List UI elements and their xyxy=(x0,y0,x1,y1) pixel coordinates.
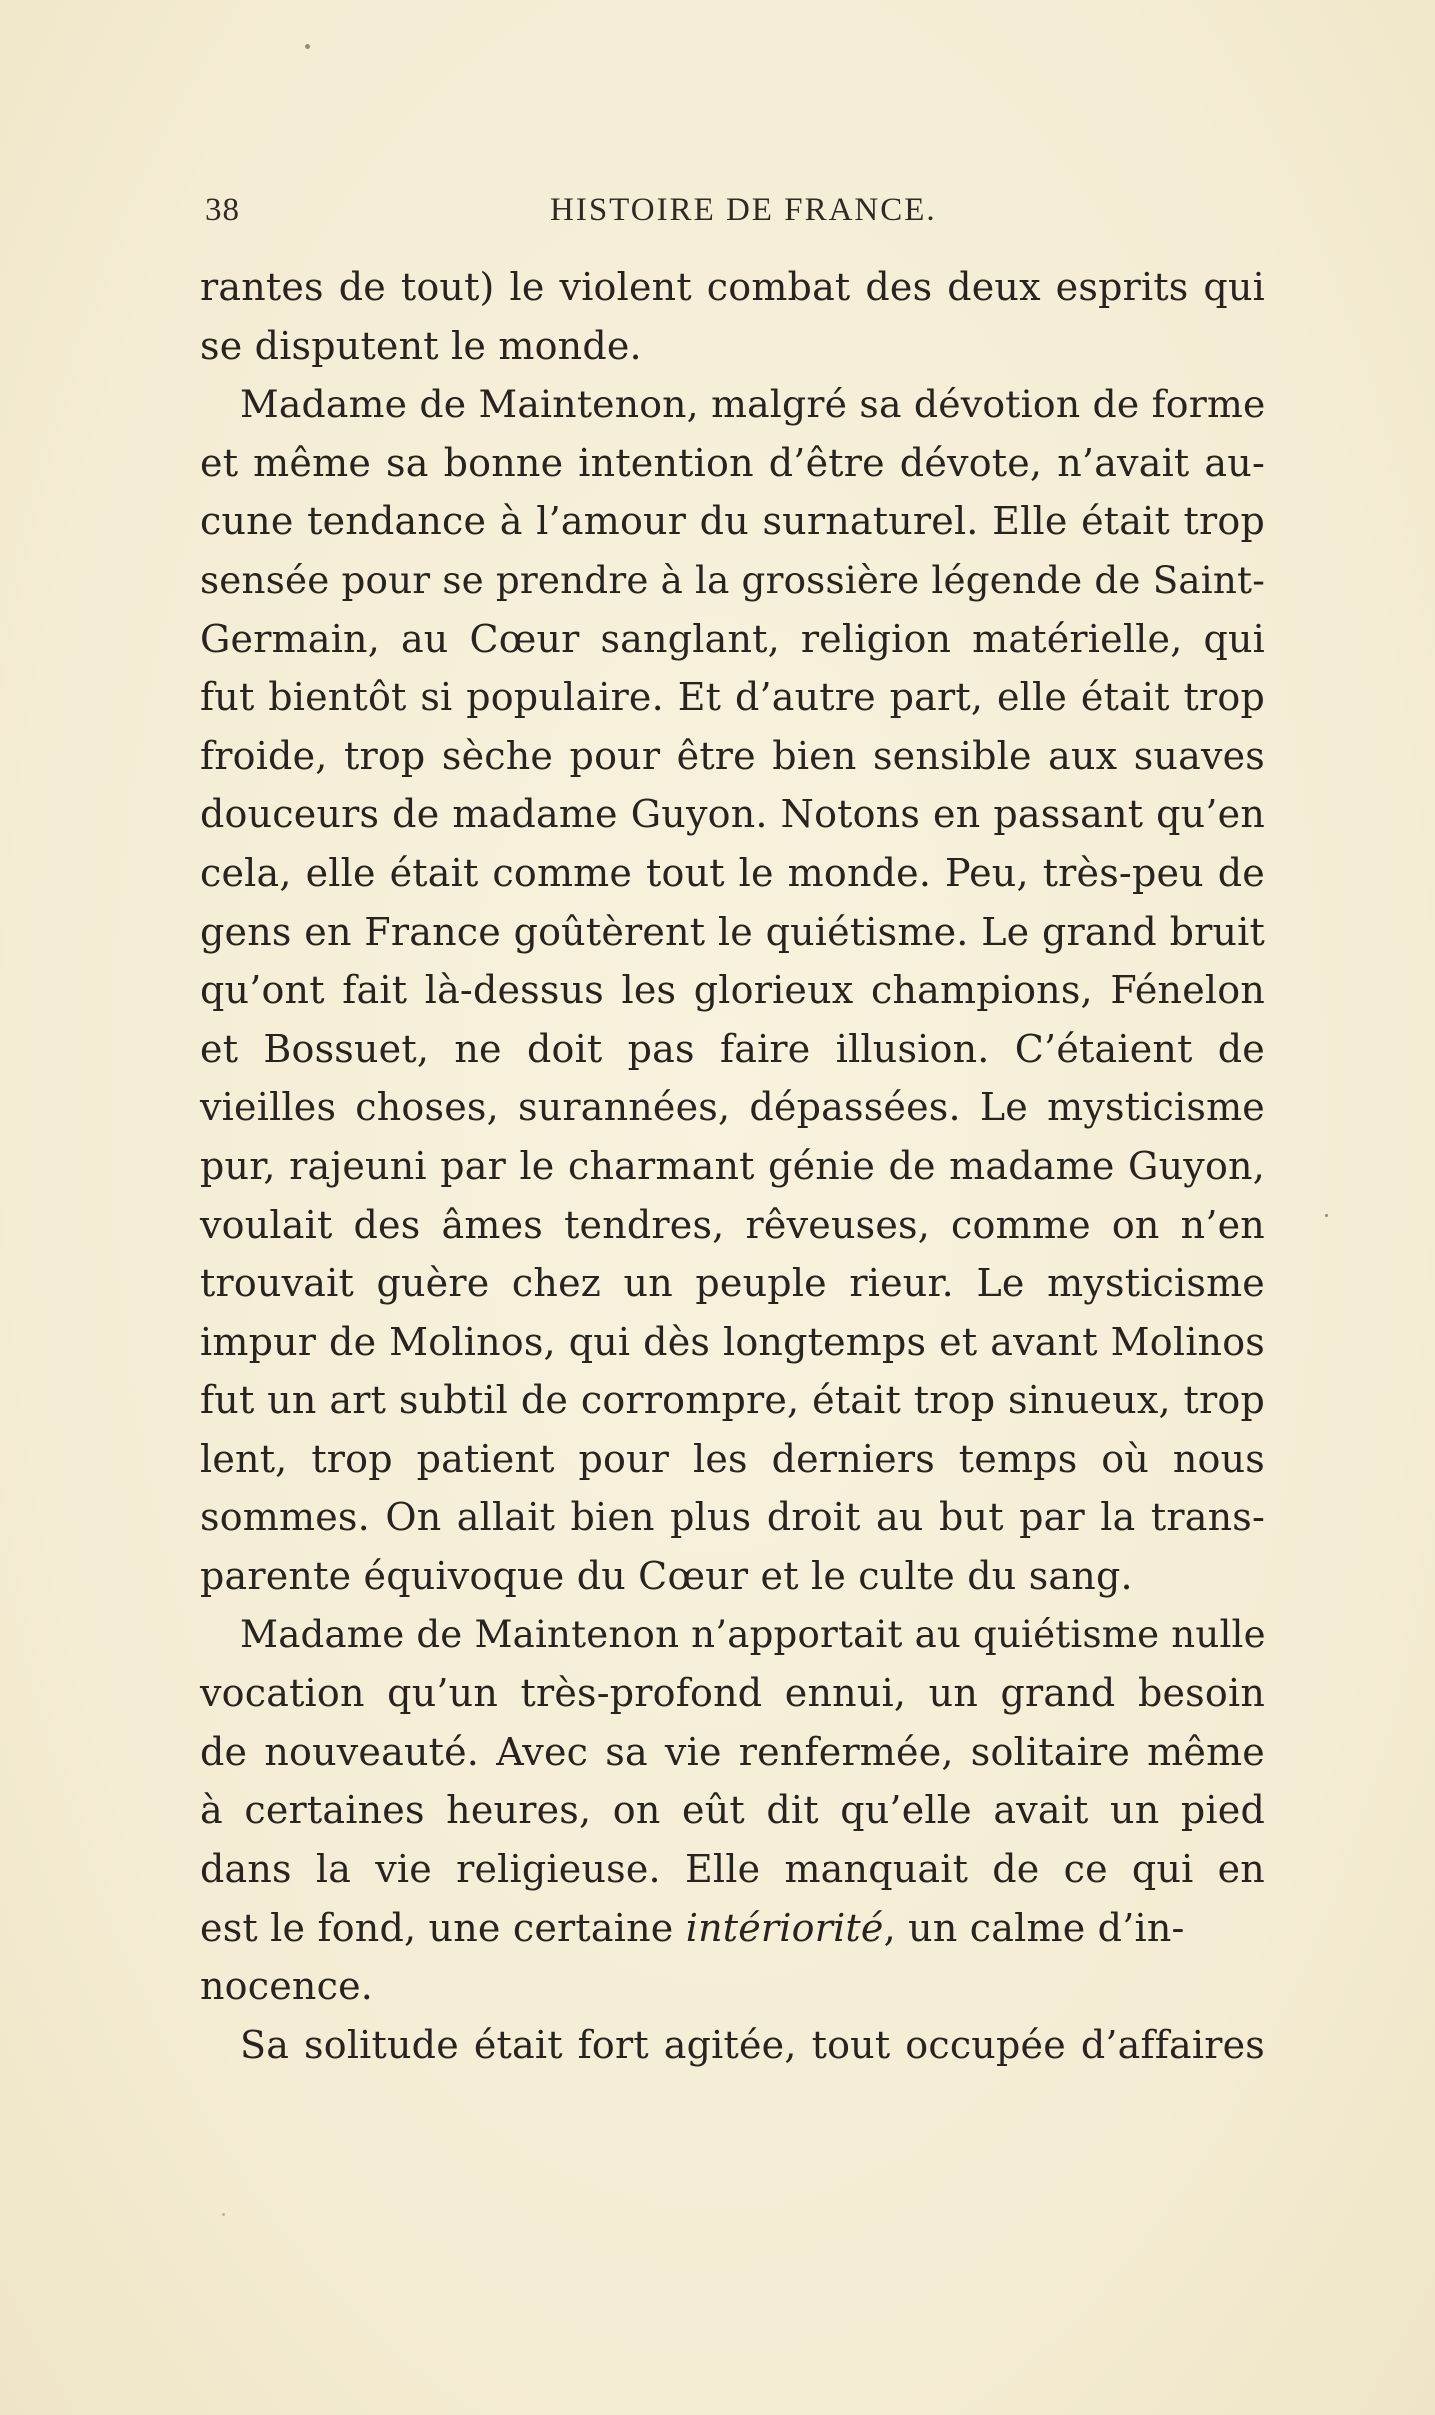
text-line: rantes de tout) le violent combat des deux esprits qui xyxy=(200,265,1265,309)
text-line: vocation qu’un très-profond ennui, un grand besoin xyxy=(200,1671,1265,1716)
text-line: sommes. On allait bien plus droit au but par la trans- xyxy=(200,1495,1265,1540)
text-line: froide, trop sèche pour être bien sensible aux suaves xyxy=(200,733,1265,778)
body-text xyxy=(200,258,1265,2074)
line-segment: est le fond, une certaine xyxy=(200,1905,686,1950)
text-line: gens en France goûtèrent le quiétisme. Le grand bruit xyxy=(200,909,1265,954)
text-line: qu’ont fait là-dessus les glorieux champions, Fénelon xyxy=(200,968,1265,1013)
text-line: cune tendance à l’amour du surnaturel. Elle était trop xyxy=(200,499,1265,544)
text-line: et même sa bonne intention d’être dévote, n’avait au- xyxy=(200,440,1265,485)
running-title: HISTOIRE DE FRANCE. xyxy=(550,192,937,228)
page-header xyxy=(205,192,1265,232)
paper-speck xyxy=(222,2213,225,2216)
text-line: voulait des âmes tendres, rêveuses, comme on n’en xyxy=(200,1202,1265,1247)
text-line: Madame de Maintenon, malgré sa dévotion de forme xyxy=(240,382,1266,427)
text-line: et Bossuet, ne doit pas faire illusion. C’étaient de xyxy=(200,1026,1265,1071)
text-line: de nouveauté. Avec sa vie renfermée, solitaire même xyxy=(200,1729,1265,1774)
text-line: Madame de Maintenon n’apportait au quiétisme nulle xyxy=(240,1612,1266,1656)
text-line: sensée pour se prendre à la grossière légende de Saint- xyxy=(200,557,1265,602)
text-line: Germain, au Cœur sanglant, religion matérielle, qui xyxy=(200,616,1265,661)
italic-word: intériorité xyxy=(685,1905,884,1950)
text-line: impur de Molinos, qui dès longtemps et avant Molinos xyxy=(200,1319,1265,1364)
text-line: douceurs de madame Guyon. Notons en passant qu’en xyxy=(200,792,1265,837)
text-line: cela, elle était comme tout le monde. Peu, très-peu de xyxy=(200,850,1265,895)
text-line: fut un art subtil de corrompre, était trop sinueux, trop xyxy=(200,1378,1265,1423)
text-line: parente équivoque du Cœur et le culte du sang. xyxy=(200,1554,1133,1599)
text-line: se disputent le monde. xyxy=(200,323,642,368)
text-line: pur, rajeuni par le charmant génie de madame Guyon, xyxy=(200,1143,1265,1188)
text-line: vieilles choses, surannées, dépassées. Le mysticisme xyxy=(200,1085,1265,1130)
paper-speck xyxy=(305,44,310,49)
text-line: fut bientôt si populaire. Et d’autre part, elle était trop xyxy=(200,675,1265,720)
text-line: lent, trop patient pour les derniers temps où nous xyxy=(200,1436,1265,1481)
text-line: nocence. xyxy=(200,1964,374,2009)
text-line: dans la vie religieuse. Elle manquait de ce qui en xyxy=(200,1847,1265,1892)
text-line xyxy=(200,1899,1265,1958)
text-line: trouvait guère chez un peuple rieur. Le mysticisme xyxy=(200,1261,1265,1306)
paper-speck xyxy=(1325,1214,1328,1217)
text-line: à certaines heures, on eût dit qu’elle avait un pied xyxy=(200,1788,1265,1833)
page-number: 38 xyxy=(205,192,240,228)
text-line: Sa solitude était fort agitée, tout occupée d’affaires xyxy=(240,2022,1265,2067)
line-segment: , un calme d’in- xyxy=(883,1905,1185,1950)
